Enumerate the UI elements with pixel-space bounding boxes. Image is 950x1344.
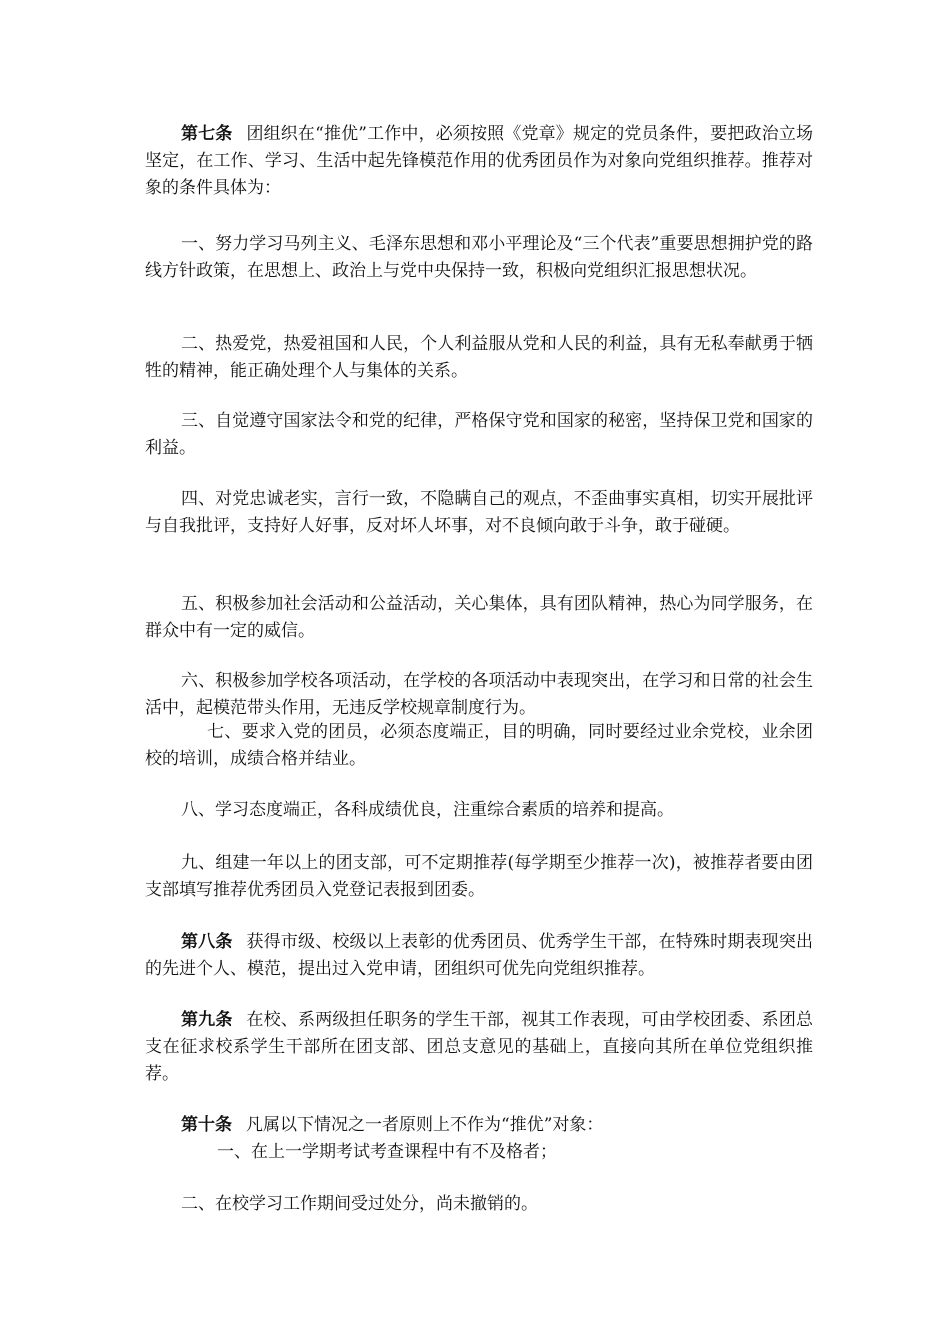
- article-8: [145, 929, 813, 983]
- article-7: [145, 121, 813, 202]
- condition-4: 四、对党忠诚老实，言行一致，不隐瞒自己的观点，不歪曲事实真相，切实开展批评与自我批评，支持好人好事，反对坏人坏事，对不良倾向敢于斗争，敢于碰硬。: [145, 489, 813, 536]
- article-10: [145, 1112, 813, 1139]
- article-8-heading: 第八条: [181, 932, 233, 952]
- article-9-text: 在校、系两级担任职务的学生干部，视其工作表现，可由学校团委、系团总支在征求校系学生干部所在团支部、团总支意见的基础上，直接向其所在单位党组织推荐。: [145, 1010, 813, 1084]
- condition-9: 九、组建一年以上的团支部，可不定期推荐(每学期至少推荐一次)，被推荐者要由团支部填写推荐优秀团员入党登记表报到团委。: [145, 853, 813, 900]
- article-7-heading: 第七条: [181, 124, 233, 144]
- condition-5: 五、积极参加社会活动和公益活动，关心集体，具有团队精神，热心为同学服务，在群众中有一定的威信。: [145, 594, 813, 641]
- condition-6: 六、积极参加学校各项活动，在学校的各项活动中表现突出，在学习和日常的社会生活中，起模范带头作用，无违反学校规章制度行为。: [145, 671, 813, 718]
- exclusion-2: 二、在校学习工作期间受过处分，尚未撤销的。: [181, 1194, 538, 1214]
- condition-7: 七、要求入党的团员，必须态度端正，目的明确，同时要经过业余党校，业余团校的培训，成绩合格并结业。: [145, 722, 813, 769]
- article-9: [145, 1007, 813, 1088]
- article-8-text: 获得市级、校级以上表彰的优秀团员、优秀学生干部，在特殊时期表现突出的先进个人、模范，提出过入党申请，团组织可优先向党组织推荐。: [145, 932, 813, 979]
- condition-8: 八、学习态度端正，各科成绩优良，注重综合素质的培养和提高。: [181, 800, 674, 820]
- condition-3: 三、自觉遵守国家法令和党的纪律，严格保守党和国家的秘密，坚持保卫党和国家的利益。: [145, 411, 813, 458]
- article-10-text: 凡属以下情况之一者原则上不作为“推优”对象：: [246, 1115, 604, 1135]
- condition-1: 一、努力学习马列主义、毛泽东思想和邓小平理论及“三个代表”重要思想拥护党的路线方针政策，在思想上、政治上与党中央保持一致，积极向党组织汇报思想状况。: [145, 234, 813, 281]
- article-10-heading: 第十条: [181, 1115, 232, 1135]
- article-9-heading: 第九条: [181, 1010, 233, 1030]
- condition-2: 二、热爱党，热爱祖国和人民，个人利益服从党和人民的利益，具有无私奉献勇于牺牲的精神，能正确处理个人与集体的关系。: [145, 334, 813, 381]
- article-7-text: 团组织在“推优”工作中，必须按照《党章》规定的党员条件，要把政治立场坚定，在工作、学习、生活中起先锋模范作用的优秀团员作为对象向党组织推荐。推荐对象的条件具体为：: [145, 124, 813, 198]
- exclusion-1: 一、在上一学期考试考查课程中有不及格者；: [217, 1142, 557, 1162]
